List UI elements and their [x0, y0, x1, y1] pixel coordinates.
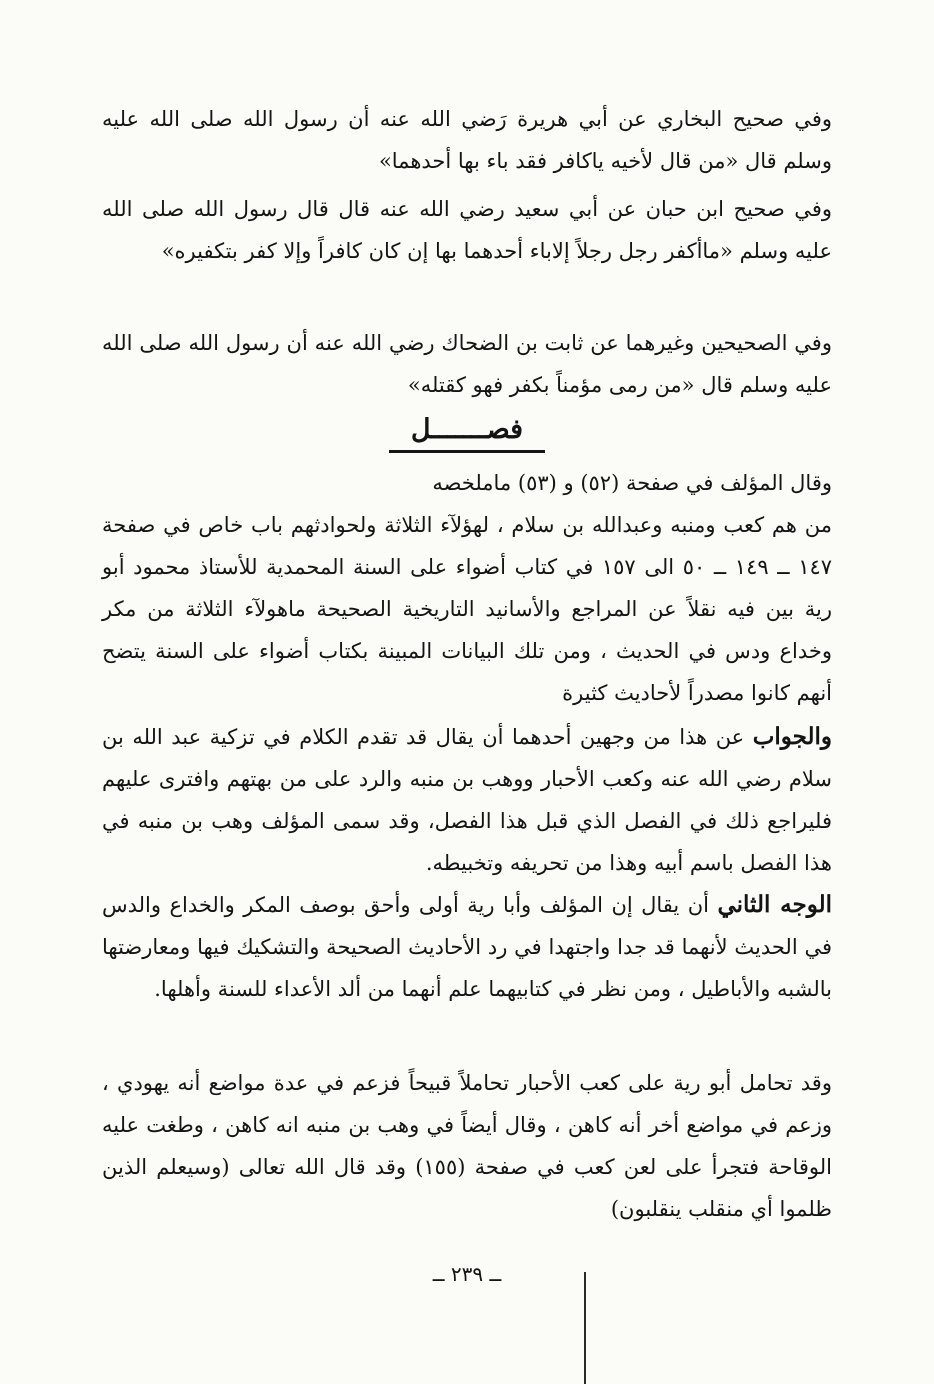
binding-edge-line: [584, 1272, 586, 1384]
second-aspect-lead: الوجه الثاني: [717, 891, 833, 918]
section-heading-container: [102, 410, 832, 456]
paragraph-answer-second: [102, 884, 832, 1010]
paragraph-2-text: وفي صحيح ابن حبان عن أبي سعيد رضي الله عنه قال قال رسول الله صلى الله عليه وسلم «ماأكفر رجل رجلاً إلاباء أحدهما بها إن كان كافراً وإلا كفر بتكفيره»: [102, 197, 832, 263]
answer-lead-word: والجواب: [752, 723, 832, 750]
paragraph-8-text: وقد تحامل أبو رية على كعب الأحبار تحاملاً قبيحاً فزعم في عدة مواضع أنه يهودي ، وزعم في مواضع أخر أنه كاهن ، وقال أيضاً في وهب بن منبه انه كاهن ، وطغت عليه الوقاحة فتجرأ على لعن كعب في صفحة (١٥٥) وقد قال الله تعالى (وسيعلم الذين ظلموا أي منقلب ينقلبون): [102, 1071, 832, 1221]
paragraph-author-quote-intro: [102, 462, 832, 504]
paragraph-5-text: من هم كعب ومنبه وعبدالله بن سلام ، لهؤلآء الثلاثة ولحوادثهم باب خاص في صفحة ١٤٧ ــ ١٤٩ ــ ٥٠ الى ١٥٧ في كتاب أضواء على السنة المحمدية للأستاذ محمود أبو رية بين فيه نقلاً عن المراجع والأسانيد التاريخية الصحيحة ماهولآء الثلاثة من مكر وخداع ودس في الحديث ، ومن تلك البيانات المبينة بكتاب أضواء على السنة يتضح أنهم كانوا مصدراً لأحاديث كثيرة: [102, 513, 833, 705]
page-number: ــ ٢٣٩ ــ: [432, 1262, 502, 1286]
paragraph-bukhari-hadith: [102, 98, 832, 182]
paragraph-ibn-hibban-hadith: [102, 188, 832, 272]
paragraph-3-text: وفي الصحيحين وغيرهما عن ثابت بن الضحاك رضي الله عنه أن رسول الله صلى الله عليه وسلم قال «من رمى مؤمناً بكفر فهو كقتله»: [102, 331, 832, 397]
paragraph-author-quote: [102, 504, 832, 714]
answer-second-body: أن يقال إن المؤلف وأبا رية أولى وأحق بوصف المكر والخداع والدس في الحديث لأنهما قد جدا واجتهدا في رد الأحاديث الصحيحة والتشكيك فيها ومعارضتها بالشبه والأباطيل ، ومن نظر في كتابيهما علم أنهما من ألد الأعداء للسنة وأهلها.: [102, 893, 832, 1001]
section-heading: فصـــــــل: [389, 410, 545, 453]
paragraph-4-text: وقال المؤلف في صفحة (٥٢) و (٥٣) ماملخصه: [432, 471, 832, 495]
paragraph-7-text: [102, 884, 832, 1010]
paragraph-answer-first: [102, 716, 832, 884]
paragraph-1-text: وفي صحيح البخاري عن أبي هريرة رَضي الله عنه أن رسول الله صلى الله عليه وسلم قال «من قال لأخيه ياكافر فقد باء بها أحدهما»: [102, 107, 832, 173]
paragraph-abu-rayya-criticism: [102, 1062, 832, 1230]
paragraph-6-text: [102, 716, 832, 884]
answer-first-body: عن هذا من وجهين أحدهما أن يقال قد تقدم الكلام في تزكية عبد الله بن سلام رضي الله عنه وكعب الأحبار ووهب بن منبه والرد على من بهتهم وافترى عليهم فليراجع ذلك في الفصل الذي قبل هذا الفصل، وقد سمى المؤلف وهب بن منبه في هذا الفصل باسم أبيه وهذا من تحريفه وتخبيطه.: [102, 725, 832, 875]
paragraph-sahihayn-hadith: [102, 322, 832, 406]
